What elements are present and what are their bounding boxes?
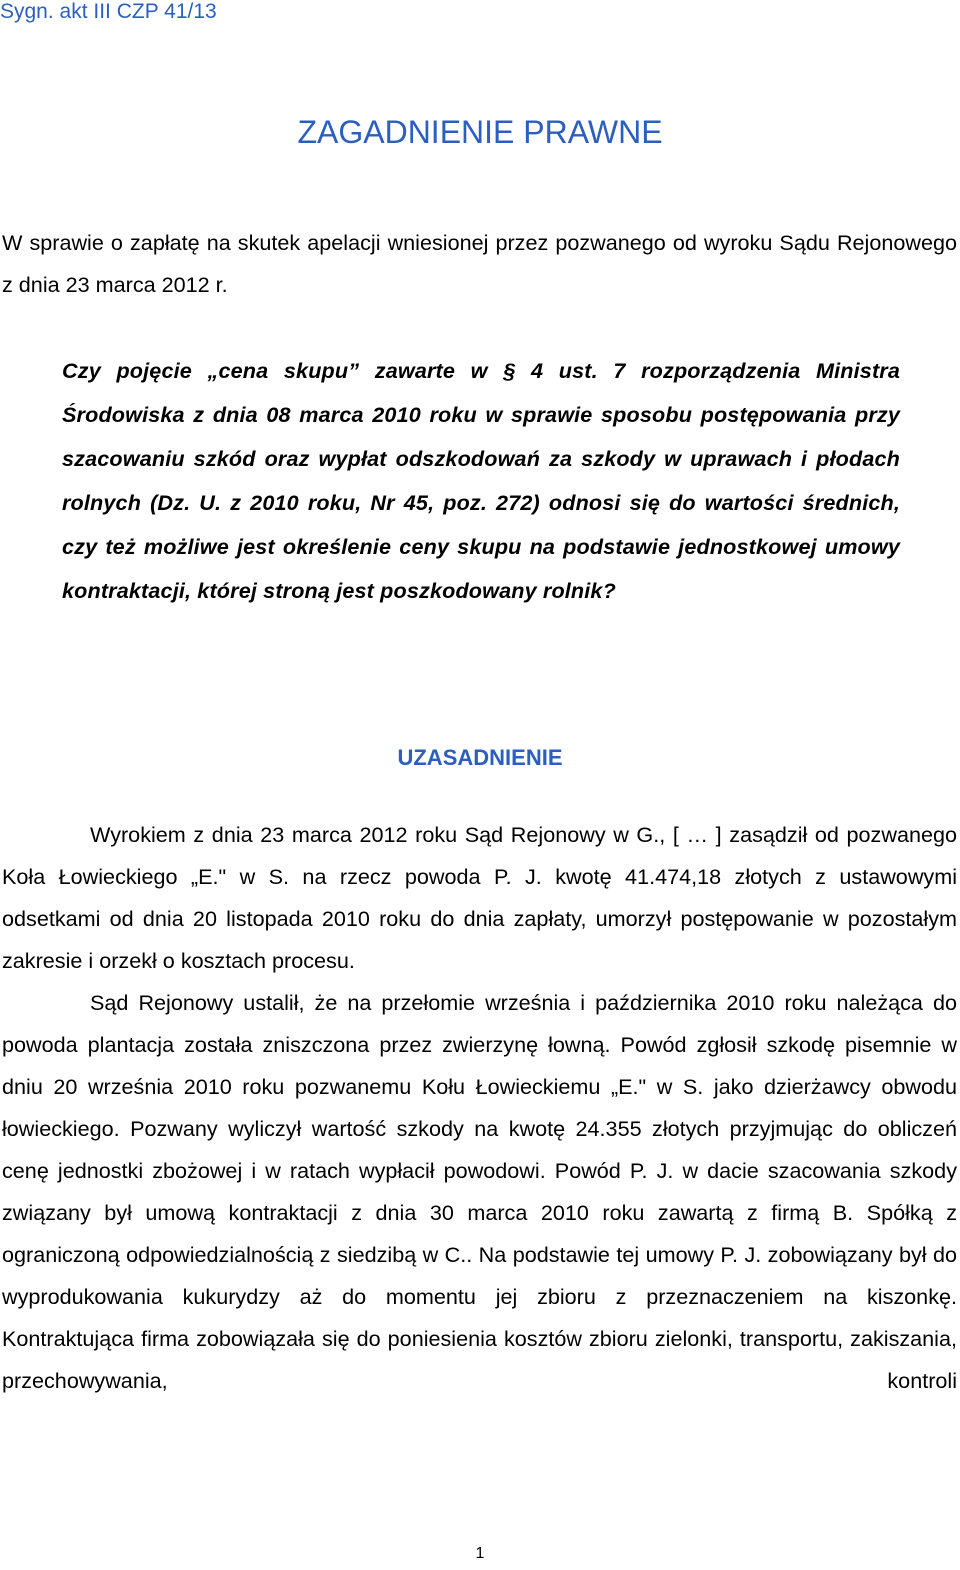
page-title: ZAGADNIENIE PRAWNE [297, 114, 663, 150]
justification-body [2, 814, 957, 1402]
body-paragraph: Sąd Rejonowy ustalił, że na przełomie września i października 2010 roku należąca do powoda plantacja została zniszczona przez zwierzynę łowną. Powód zgłosił szkodę pisemnie w dniu 20 września 2010 roku pozwanemu Kołu Łowieckiemu „E." w S. jako dzierżawcy obwodu łowieckiego. Pozwany wyliczył wartość szkody na kwotę 24.355 złotych przyjmując do obliczeń cenę jednostki zbożowej i w ratach wypłacił powodowi. Powód P. J. w dacie szacowania szkody związany był umową kontraktacji z dnia 30 marca 2010 roku zawartą z firmą B. Spółką z ograniczoną odpowiedzialnością z siedzibą w C.. Na podstawie tej umowy P. J. zobowiązany był do wyprodukowania kukurydzy aż do momentu jej zbioru z przeznaczeniem na kiszonkę. Kontraktująca firma zobowiązała się do poniesienia kosztów zbioru zielonki, transportu, zakiszania, przechowywania, kontroli [2, 990, 957, 1393]
body-paragraph: Wyrokiem z dnia 23 marca 2012 roku Sąd Rejonowy w G., [ … ] zasądził od pozwanego Koła Łowieckiego „E." w S. na rzecz powoda P. J. kwotę 41.474,18 złotych z ustawowymi odsetkami od dnia 20 listopada 2010 roku do dnia zapłaty, umorzył postępowanie w pozostałym zakresie i orzekł o kosztach procesu. [2, 822, 957, 973]
case-reference: Sygn. akt III CZP 41/13 [0, 0, 217, 23]
justification-heading: UZASADNIENIE [397, 745, 563, 770]
intro-paragraph: W sprawie o zapłatę na skutek apelacji wniesionej przez pozwanego od wyroku Sądu Rejonowego z dnia 23 marca 2012 r. [2, 230, 957, 297]
legal-question: Czy pojęcie „cena skupu” zawarte w § 4 ust. 7 rozporządzenia Ministra Środowiska z dnia 08 marca 2010 roku w sprawie sposobu postępowania przy szacowaniu szkód oraz wypłat odszkodowań za szkody w uprawach i płodach rolnych (Dz. U. z 2010 roku, Nr 45, poz. 272) odnosi się do wartości średnich, czy też możliwe jest określenie ceny skupu na podstawie jednostkowej umowy kontraktacji, której stroną jest poszkodowany rolnik? [62, 358, 900, 603]
page-number: 1 [475, 1545, 485, 1562]
